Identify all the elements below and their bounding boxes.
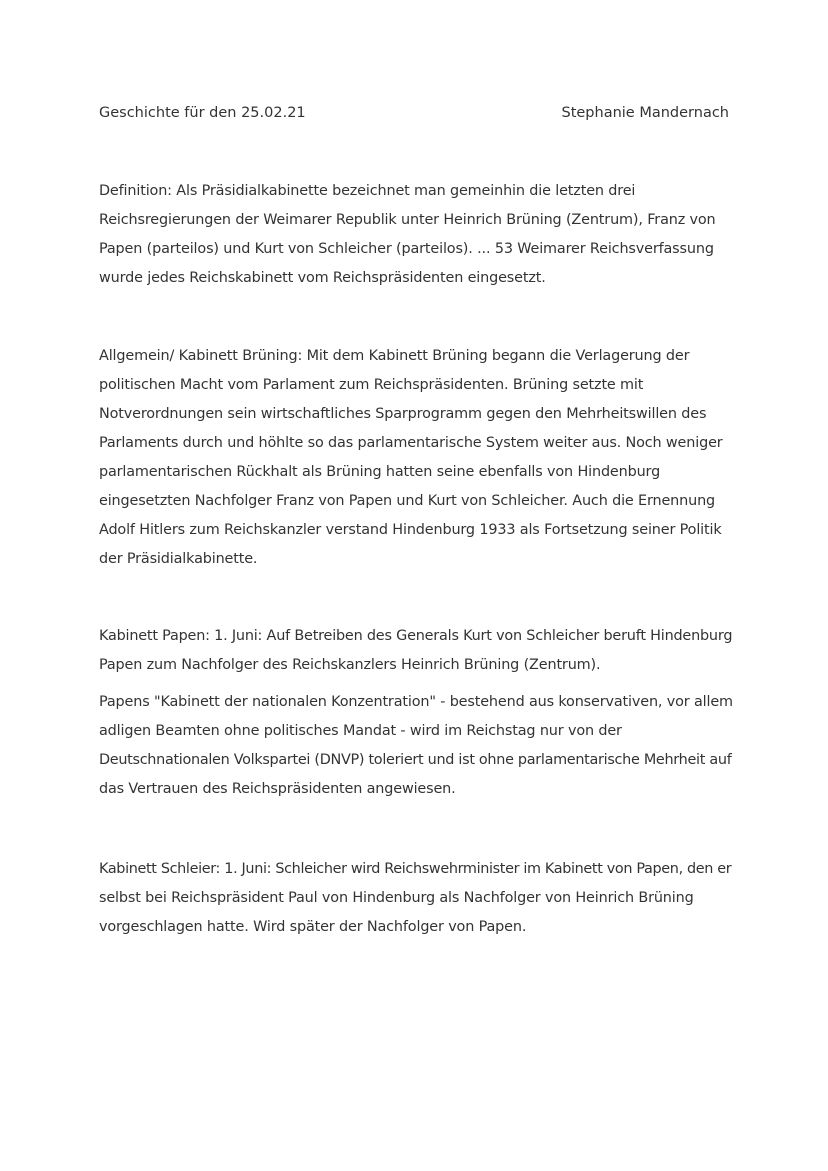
text-line: Papens "Kabinett der nationalen Konzentration" - bestehend aus konservativen, vor allem [99, 694, 733, 710]
text-line: Reichsregierungen der Weimarer Republik unter Heinrich Brüning (Zentrum), Franz von [99, 212, 716, 228]
text-line: Allgemein/ Kabinett Brüning: Mit dem Kabinett Brüning begann die Verlagerung der [99, 348, 690, 364]
text-line: vorgeschlagen hatte. Wird später der Nachfolger von Papen. [99, 919, 527, 935]
text-line: eingesetzten Nachfolger Franz von Papen und Kurt von Schleicher. Auch die Ernennung [99, 493, 716, 509]
text-line: Papen (parteilos) und Kurt von Schleicher (parteilos). ... 53 Weimarer Reichsverfassung [99, 241, 714, 257]
text-line: Kabinett Papen: 1. Juni: Auf Betreiben des Generals Kurt von Schleicher beruft Hindenburg [99, 628, 733, 644]
text-line: Parlaments durch und höhlte so das parlamentarische System weiter aus. Noch weniger [99, 435, 723, 451]
text-line: adligen Beamten ohne politisches Mandat - wird im Reichstag nur von der [99, 723, 622, 739]
text-line: Definition: Als Präsidialkabinette bezeichnet man gemeinhin die letzten drei [99, 183, 636, 199]
text-line: Deutschnationalen Volkspartei (DNVP) toleriert und ist ohne parlamentarische Mehrheit auf [99, 752, 732, 768]
text-line: selbst bei Reichspräsident Paul von Hindenburg als Nachfolger von Heinrich Brüning [99, 890, 694, 906]
text-line: Notverordnungen sein wirtschaftliches Sparprogramm gegen den Mehrheitswillen des [99, 406, 707, 422]
paragraph-kabinett-bruening [99, 342, 735, 574]
paragraph-papen-konzentration [99, 688, 735, 804]
document-title: Geschichte für den 25.02.21 [99, 105, 306, 121]
text-line: parlamentarischen Rückhalt als Brüning hatten seine ebenfalls von Hindenburg [99, 464, 661, 480]
author-name: Stephanie Mandernach [561, 105, 729, 121]
text-line: Adolf Hitlers zum Reichskanzler verstand Hindenburg 1933 als Fortsetzung seiner Politik [99, 522, 722, 538]
paragraph-definition [99, 177, 735, 293]
text-line: Kabinett Schleier: 1. Juni: Schleicher wird Reichswehrminister im Kabinett von Papen, den er [99, 861, 732, 877]
text-line: Papen zum Nachfolger des Reichskanzlers Heinrich Brüning (Zentrum). [99, 657, 601, 673]
text-line: wurde jedes Reichskabinett vom Reichspräsidenten eingesetzt. [99, 270, 546, 286]
text-line: politischen Macht vom Parlament zum Reichspräsidenten. Brüning setzte mit [99, 377, 644, 393]
document-header [99, 101, 729, 125]
text-line: das Vertrauen des Reichspräsidenten angewiesen. [99, 781, 456, 797]
text-line: der Präsidialkabinette. [99, 551, 258, 567]
paragraph-kabinett-schleicher [99, 855, 735, 942]
paragraph-kabinett-papen [99, 622, 735, 680]
